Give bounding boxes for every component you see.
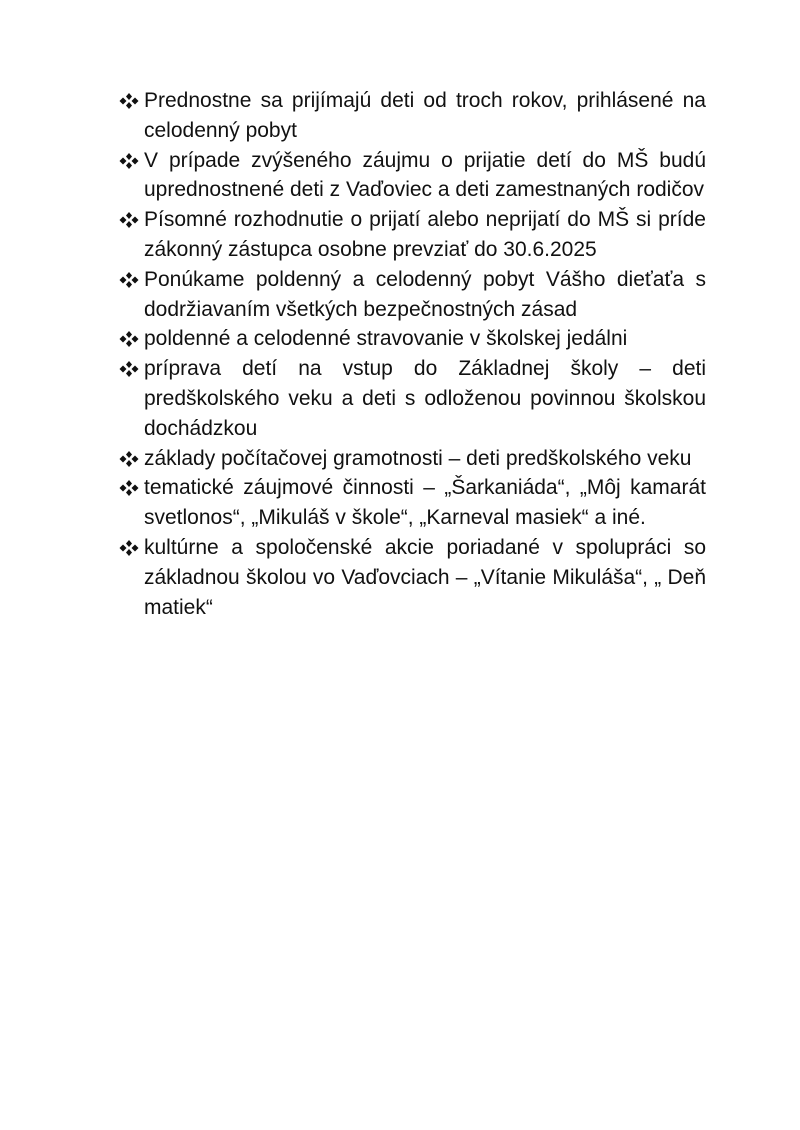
list-item xyxy=(118,354,706,443)
list-item xyxy=(118,265,706,325)
list-item-text: Prednostne sa prijímajú deti od troch rokov, prihlásené na celodenný pobyt xyxy=(144,89,706,142)
four-diamond-bullet-icon xyxy=(118,360,140,378)
four-diamond-bullet-icon xyxy=(118,271,140,289)
four-diamond-bullet-icon xyxy=(118,539,140,557)
list-item-text: Ponúkame poldenný a celodenný pobyt Vášho dieťaťa s dodržiavaním všetkých bezpečnostných zásad xyxy=(144,267,706,321)
four-diamond-bullet-icon xyxy=(118,450,140,468)
list-item-text: poldenné a celodenné stravovanie v školskej jedálni xyxy=(144,327,628,351)
list-item-text: V prípade zvýšeného záujmu o prijatie detí do MŠ budú uprednostnené deti z Vaďoviec a deti zamestnaných rodičov xyxy=(144,148,706,202)
list-item xyxy=(118,205,706,265)
four-diamond-bullet-icon xyxy=(118,211,140,229)
list-item-text: kultúrne a spoločenské akcie poriadané v spolupráci so základnou školou vo Vaďovciach – „Vítanie Mikuláša“, „ Deň matiek“ xyxy=(144,535,706,619)
four-diamond-bullet-icon xyxy=(118,92,140,110)
list-item-text: základy počítačovej gramotnosti – deti predškolského veku xyxy=(144,446,692,470)
list-item-text: Písomné rozhodnutie o prijatí alebo neprijatí do MŠ si príde zákonný zástupca osobne prevziať do 30.6.2025 xyxy=(144,208,706,261)
list-item xyxy=(118,444,706,474)
list-item xyxy=(118,86,706,146)
list-item-text: tematické záujmové činnosti – „Šarkaniáda“, „Môj kamarát svetlonos“, „Mikuláš v škole“, „Karneval masiek“ a iné. xyxy=(144,476,706,530)
four-diamond-bullet-icon xyxy=(118,330,140,348)
four-diamond-bullet-icon xyxy=(118,152,140,170)
list-item xyxy=(118,146,706,206)
four-diamond-bullet-icon xyxy=(118,479,140,497)
list-item xyxy=(118,324,706,354)
list-item xyxy=(118,473,706,533)
list-item-text: príprava detí na vstup do Základnej školy – deti predškolského veku a deti s odloženou povinnou školskou dochádzkou xyxy=(144,357,706,440)
list-item xyxy=(118,533,706,622)
bullet-list xyxy=(118,86,706,622)
